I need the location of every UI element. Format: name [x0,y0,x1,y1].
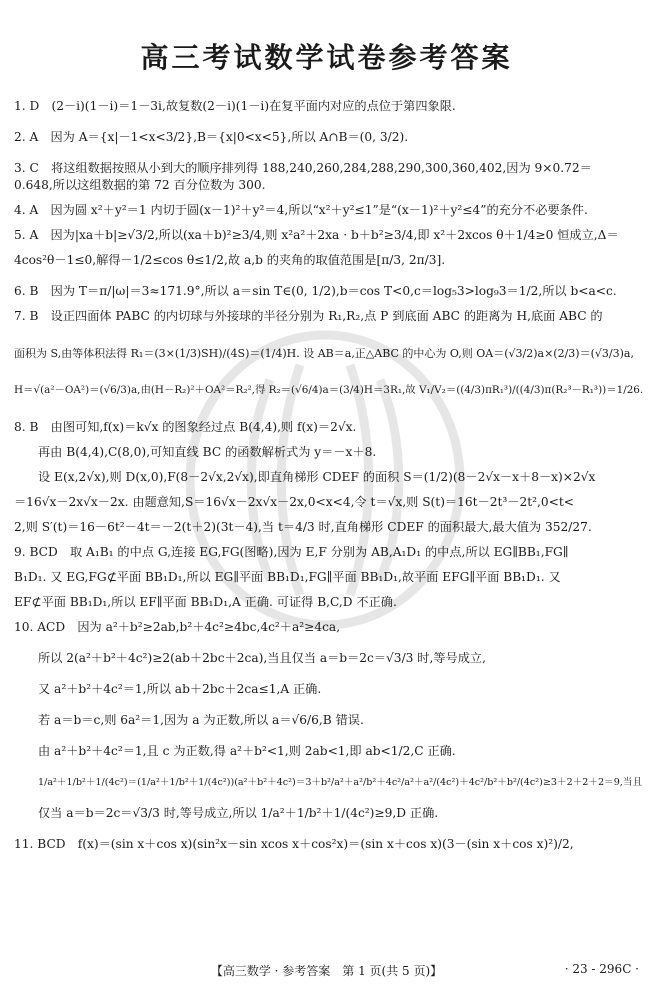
answer-line-8: 8. B 由图可知,f(x)＝k√x 的图象经过点 B(4,4),则 f(x)＝2√x. [14,420,357,434]
answer-line-9-cont-2: EF⊄平面 BB₁D₁,所以 EF∥平面 BB₁D₁,A 正确. 可证得 B,C,D 不正确. [14,595,397,609]
answer-line-3: 3. C 将这组数据按照从小到大的顺序排列得 188,240,260,284,288,290,300,360,402,因为 9×0.72＝ [14,161,592,175]
answer-line-8-cont-4: 2,则 S′(t)＝16－6t²－4t＝－2(t＋2)(3t－4),当 t＝4/3 时,直角梯形 CDEF 的面积最大,最大值为 352/27. [14,520,592,534]
answer-line-9-cont-1: B₁D₁. 又 EG,FG⊄平面 BB₁D₁,所以 EG∥平面 BB₁D₁,FG∥平面 BB₁D₁,故平面 EFG∥平面 BB₁D₁. 又 [14,570,561,584]
answer-line-8-cont-1: 再由 B(4,4),C(8,0),可知直线 BC 的函数解析式为 y＝－x＋8. [38,445,377,459]
answer-line-10: 10. ACD 因为 a²＋b²≥2ab,b²＋4c²≥4bc,4c²＋a²≥4ca, [14,620,341,634]
answer-line-2: 2. A 因为 A＝{x|－1<x<3/2},B＝{x|0<x<5},所以 A∩B＝(0, 3/2). [14,130,409,144]
answer-line-10-cont-3: 若 a＝b＝c,则 6a²＝1,因为 a 为正数,所以 a＝√6/6,B 错误. [38,713,364,727]
answer-line-10-cont-5: 1/a²＋1/b²＋1/(4c²)＝(1/a²＋1/b²＋1/(4c²))(a²＋b²＋4c²)＝3＋b²/a²＋a²/b²＋4c²/a²＋a²/(4c²)＋4c²/b²＋b²/(4c²)≥3＋2＋2＋2＝9,当且 [38,777,643,788]
page-title: 高三考试数学试卷参考答案 [140,41,513,74]
answer-line-7: 7. B 设正四面体 PABC 的内切球与外接球的半径分别为 R₁,R₂,点 P 到底面 ABC 的距离为 H,底面 ABC 的 [14,309,603,323]
footer-code: · 23 - 296C · [564,962,639,976]
answer-line-5: 5. A 因为|xa＋b|≥√3/2,所以(xa＋b)²≥3/4,则 x²a²＋2xa · b＋b²≥3/4,即 x²＋2xcos θ＋1/4≥0 恒成立,Δ＝ [14,228,619,242]
answer-line-9: 9. BCD 取 A₁B₁ 的中点 G,连接 EG,FG(图略),因为 E,F 分别为 AB,A₁D₁ 的中点,所以 EG∥BB₁,FG∥ [14,545,569,559]
answer-line-7-cont-2: H＝√(a²－OA²)＝(√6/3)a,由(H－R₂)²＋OA²＝R₂²,得 R₂＝(√6/4)a＝(3/4)H＝3R₁,故 V₁/V₂＝((4/3)πR₁³)/((4/3)π(R₂³－R₁³))＝1/26. [14,384,644,396]
footer-page-info: 【高三数学 · 参考答案 第 1 页(共 5 页)】 [210,964,443,978]
answer-line-10-cont-2: 又 a²＋b²＋4c²＝1,所以 ab＋2bc＋2ca≤1,A 正确. [38,682,322,696]
answer-line-11: 11. BCD f(x)＝(sin x＋cos x)(sin²x－sin xcos x＋cos²x)＝(sin x＋cos x)(3－(sin x＋cos x)²)/2, [14,837,574,851]
answer-line-8-cont-3: ＝16√x－2x√x－2x. 由题意知,S＝16√x－2x√x－2x,0<x<4,令 t＝√x,则 S(t)＝16t－2t³－2t²,0<t< [14,495,574,509]
answer-line-1: 1. D (2－i)(1－i)＝1－3i,故复数(2－i)(1－i)在复平面内对应的点位于第四象限. [14,99,456,113]
answer-body [14,98,644,853]
answer-line-3-cont: 0.648,所以这组数据的第 72 百分位数为 300. [14,178,266,192]
answer-line-8-cont-2: 设 E(x,2√x),则 D(x,0),F(8－2√x,2√x),即直角梯形 CDEF 的面积 S＝(1/2)(8－2√x－x＋8－x)×2√x [38,470,596,484]
answer-line-10-cont-6: 仅当 a＝b＝2c＝√3/3 时,等号成立,所以 1/a²＋1/b²＋1/(4c²)≥9,D 正确. [38,806,439,820]
answer-line-10-cont-4: 由 a²＋b²＋4c²＝1,且 c 为正数,得 a²＋b²<1,则 2ab<1,即 ab<1/2,C 正确. [38,744,456,758]
answer-line-6: 6. B 因为 T＝π/|ω|＝3≈171.9°,所以 a＝sin T∈(0, 1/2),b＝cos T<0,c＝log₅3>log₉3＝1/2,所以 b<a<c. [14,284,617,298]
answer-line-4: 4. A 因为圆 x²＋y²＝1 内切于圆(x－1)²＋y²＝4,所以“x²＋y²≤1”是“(x－1)²＋y²≤4”的充分不必要条件. [14,203,588,217]
answer-line-7-cont-1: 面积为 S,由等体积法得 R₁＝(3×(1/3)SH)/(4S)＝(1/4)H. 设 AB＝a,正△ABC 的中心为 O,则 OA＝(√3/2)a×(2/3)＝(√3/3)a, [14,347,634,360]
answer-line-5-cont: 4cos²θ－1≤0,解得－1/2≤cos θ≤1/2,故 a,b 的夹角的取值范围是[π/3, 2π/3]. [14,253,446,267]
page-footer [0,962,653,984]
answer-line-10-cont-1: 所以 2(a²＋b²＋4c²)≥2(ab＋2bc＋2ca),当且仅当 a＝b＝2c＝√3/3 时,等号成立, [38,651,486,665]
